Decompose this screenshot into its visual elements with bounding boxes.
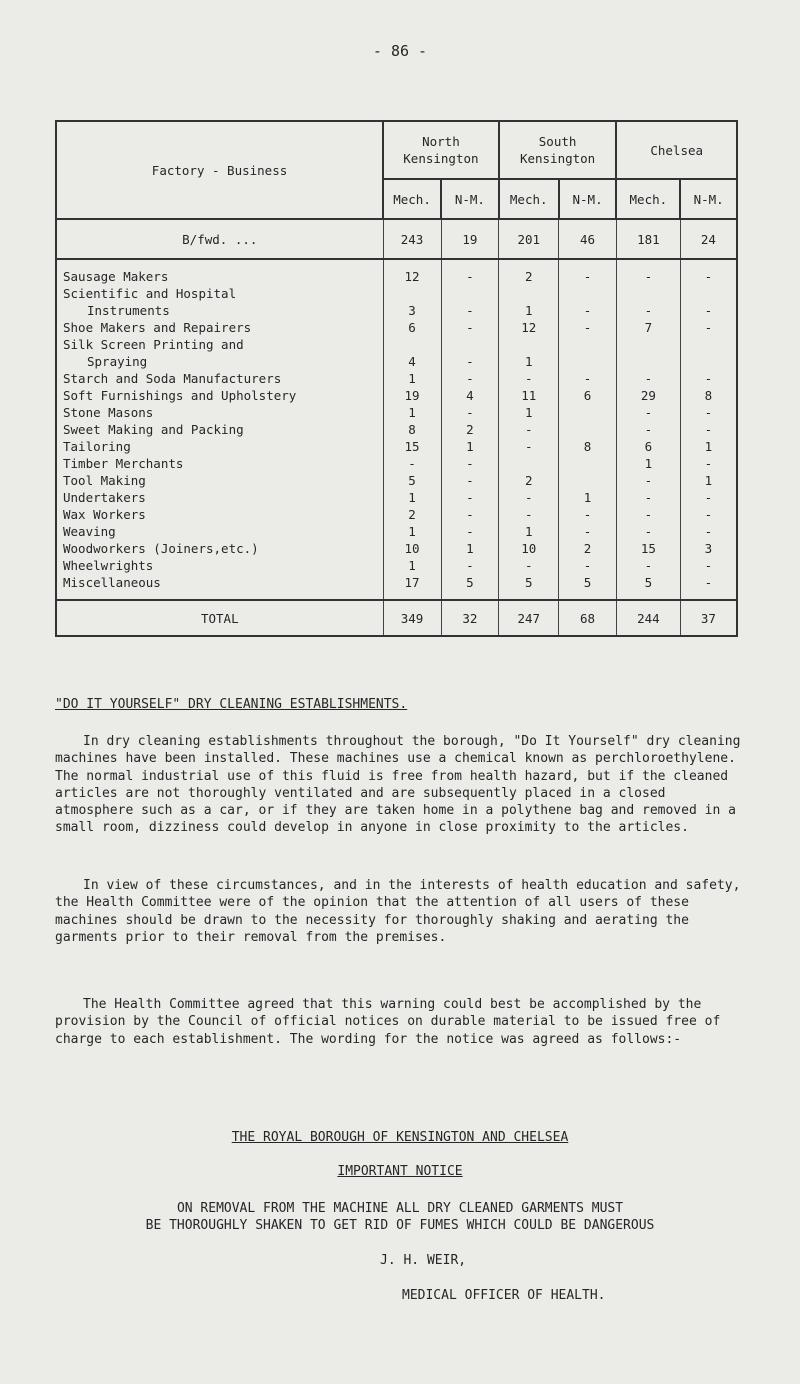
cell: 1: [499, 404, 559, 421]
row-label: Wax Workers: [56, 506, 383, 523]
cell: 1: [383, 404, 441, 421]
row-label: Undertakers: [56, 489, 383, 506]
cell: 17: [383, 574, 441, 591]
row-label: Silk Screen Printing and: [56, 336, 383, 353]
cell: -: [680, 523, 737, 540]
cell: 1: [383, 523, 441, 540]
cell: 8: [383, 421, 441, 438]
row-label: Timber Merchants: [56, 455, 383, 472]
cell: -: [680, 268, 737, 285]
row-label: B/fwd. ...: [56, 219, 383, 259]
cell: -: [680, 319, 737, 336]
spacer-row: [56, 591, 737, 600]
chelsea-header: [616, 121, 737, 179]
cell: -: [441, 353, 499, 370]
cell: [559, 336, 617, 353]
cell: -: [441, 489, 499, 506]
sub-header-mech: Mech.: [499, 179, 559, 219]
cell: 10: [383, 540, 441, 557]
cell: -: [680, 574, 737, 591]
cell: 181: [616, 219, 680, 259]
cell: 10: [499, 540, 559, 557]
table-row: [56, 489, 737, 506]
cell: [499, 455, 559, 472]
row-label: Miscellaneous: [56, 574, 383, 591]
cell: -: [680, 421, 737, 438]
cell: 2: [383, 506, 441, 523]
cell: [383, 336, 441, 353]
cell: 1: [499, 302, 559, 319]
cell: 11: [499, 387, 559, 404]
cell: [559, 421, 617, 438]
north-kensington-header: [383, 121, 499, 179]
cell: 1: [499, 523, 559, 540]
cell: 5: [441, 574, 499, 591]
row-label: Woodworkers (Joiners,etc.): [56, 540, 383, 557]
cell: -: [559, 302, 617, 319]
cell: 37: [680, 600, 737, 636]
sub-header-nm: N-M.: [441, 179, 499, 219]
cell: [616, 285, 680, 302]
cell: 2: [499, 268, 559, 285]
cell: 4: [383, 353, 441, 370]
row-label: Tailoring: [56, 438, 383, 455]
total-label: TOTAL: [56, 600, 383, 636]
group-label: South Kensington: [519, 134, 596, 166]
cell: [559, 472, 617, 489]
notice-line-1: ON REMOVAL FROM THE MACHINE ALL DRY CLEANED GARMENTS MUST: [176, 1201, 624, 1216]
cell: [680, 336, 737, 353]
cell: -: [616, 268, 680, 285]
cell: 19: [441, 219, 499, 259]
cell: 1: [383, 557, 441, 574]
spacer-row: [56, 259, 737, 268]
cell: -: [499, 506, 559, 523]
cell: [441, 285, 499, 302]
cell: -: [441, 319, 499, 336]
cell: -: [499, 557, 559, 574]
sub-header-nm: N-M.: [559, 179, 617, 219]
cell: -: [616, 506, 680, 523]
table-row: [56, 472, 737, 489]
cell: 349: [383, 600, 441, 636]
cell: -: [559, 506, 617, 523]
cell: 6: [383, 319, 441, 336]
cell: -: [499, 438, 559, 455]
cell: 243: [383, 219, 441, 259]
cell: -: [616, 370, 680, 387]
table-row: [56, 438, 737, 455]
cell: 8: [559, 438, 617, 455]
cell: -: [616, 489, 680, 506]
cell: 1: [383, 489, 441, 506]
cell: -: [441, 523, 499, 540]
brought-forward-row: [56, 219, 737, 259]
cell: -: [441, 557, 499, 574]
cell: 1: [441, 438, 499, 455]
cell: 1: [383, 370, 441, 387]
table-row: [56, 421, 737, 438]
cell: -: [559, 319, 617, 336]
cell: 24: [680, 219, 737, 259]
sub-header-mech: Mech.: [383, 179, 441, 219]
row-label: Shoe Makers and Repairers: [56, 319, 383, 336]
table-row: [56, 404, 737, 421]
table-row: [56, 506, 737, 523]
cell: 247: [499, 600, 559, 636]
cell: -: [616, 302, 680, 319]
cell: -: [441, 472, 499, 489]
cell: 5: [499, 574, 559, 591]
cell: -: [680, 455, 737, 472]
cell: 1: [616, 455, 680, 472]
cell: 5: [559, 574, 617, 591]
cell: -: [616, 472, 680, 489]
cell: 6: [616, 438, 680, 455]
cell: [499, 336, 559, 353]
cell: 32: [441, 600, 499, 636]
notice-line-2: BE THOROUGHLY SHAKEN TO GET RID OF FUMES WHICH COULD BE DANGEROUS: [145, 1218, 655, 1233]
cell: 19: [383, 387, 441, 404]
total-row: [56, 600, 737, 636]
south-kensington-header: [499, 121, 617, 179]
row-label: Soft Furnishings and Upholstery: [56, 387, 383, 404]
row-label: Tool Making: [56, 472, 383, 489]
factory-business-table: [55, 120, 738, 637]
cell: [559, 353, 617, 370]
sub-header-mech: Mech.: [616, 179, 680, 219]
cell: -: [616, 421, 680, 438]
table-row: [56, 319, 737, 336]
group-label: North Kensington: [403, 134, 479, 166]
sub-header-nm: N-M.: [680, 179, 737, 219]
cell: -: [441, 302, 499, 319]
table-row: [56, 336, 737, 353]
cell: -: [499, 489, 559, 506]
row-label: Scientific and Hospital: [56, 285, 383, 302]
cell: 15: [383, 438, 441, 455]
cell: 5: [383, 472, 441, 489]
cell: [616, 353, 680, 370]
cell: -: [680, 557, 737, 574]
table-row: [56, 455, 737, 472]
cell: -: [680, 489, 737, 506]
cell: [680, 285, 737, 302]
cell: -: [559, 557, 617, 574]
group-label: Chelsea: [650, 142, 704, 158]
table-row: [56, 285, 737, 302]
cell: 15: [616, 540, 680, 557]
cell: [499, 285, 559, 302]
cell: 6: [559, 387, 617, 404]
cell: [559, 404, 617, 421]
table-row: [56, 302, 737, 319]
row-label: Spraying: [56, 353, 383, 370]
signatory-title: MEDICAL OFFICER OF HEALTH.: [402, 1288, 606, 1303]
cell: -: [499, 370, 559, 387]
cell: 201: [499, 219, 559, 259]
cell: [680, 353, 737, 370]
row-label: Starch and Soda Manufacturers: [56, 370, 383, 387]
cell: 3: [383, 302, 441, 319]
table-row: [56, 370, 737, 387]
cell: -: [441, 370, 499, 387]
cell: 1: [441, 540, 499, 557]
cell: 8: [680, 387, 737, 404]
cell: 1: [499, 353, 559, 370]
cell: 1: [680, 472, 737, 489]
cell: 5: [616, 574, 680, 591]
row-label: Sausage Makers: [56, 268, 383, 285]
cell: -: [616, 404, 680, 421]
cell: 29: [616, 387, 680, 404]
row-label: Sweet Making and Packing: [56, 421, 383, 438]
cell: -: [680, 370, 737, 387]
section-heading: "DO IT YOURSELF" DRY CLEANING ESTABLISHMENTS.: [55, 697, 408, 712]
signatory-name: J. H. WEIR,: [380, 1253, 467, 1268]
page-number: - 86 -: [372, 42, 428, 60]
cell: -: [383, 455, 441, 472]
cell: -: [680, 506, 737, 523]
factory-business-header: Factory - Business: [56, 121, 383, 219]
cell: -: [559, 523, 617, 540]
cell: -: [441, 506, 499, 523]
cell: 4: [441, 387, 499, 404]
table-row: [56, 387, 737, 404]
notice-subtitle: IMPORTANT NOTICE: [337, 1164, 463, 1179]
cell: [383, 285, 441, 302]
paragraph: In view of these circumstances, and in the interests of health education and safety, the Health Committee were of the opinion that the attention of all users of these machines should be drawn to the necessity for thoroughly shaking and aerating the garments prior to their removal from the premises.: [55, 878, 741, 945]
cell: 1: [559, 489, 617, 506]
paragraph: The Health Committee agreed that this warning could best be accomplished by the provision by the Council of official notices on durable material to be issued free of charge to each establishment. The wording for the notice was agreed as follows:-: [55, 997, 721, 1047]
cell: [441, 336, 499, 353]
cell: 2: [559, 540, 617, 557]
cell: -: [441, 404, 499, 421]
cell: 12: [499, 319, 559, 336]
paragraph-2-block: [55, 877, 745, 946]
row-label: Weaving: [56, 523, 383, 540]
cell: 68: [559, 600, 617, 636]
cell: -: [559, 268, 617, 285]
notice-title: THE ROYAL BOROUGH OF KENSINGTON AND CHELSEA: [231, 1130, 569, 1145]
table-row: [56, 540, 737, 557]
cell: -: [616, 557, 680, 574]
table-row: [56, 574, 737, 591]
cell: -: [441, 455, 499, 472]
table-row: [56, 353, 737, 370]
cell: -: [616, 523, 680, 540]
cell: 1: [680, 438, 737, 455]
paragraph: In dry cleaning establishments throughout the borough, "Do It Yourself" dry cleaning machines have been installed. These machines use a chemical known as perchloroethylene. The normal industrial use of this fluid is free from health hazard, but if the cleaned articles are not thoroughly ventilated and are subsequently placed in a closed atmosphere such as a car, or if they are taken home in a polythene bag and removed in a small room, dizziness could develop in anyone in close proximity to the articles.: [55, 734, 741, 836]
cell: 2: [499, 472, 559, 489]
cell: [559, 455, 617, 472]
paragraph-1-block: [55, 733, 745, 837]
row-label: Instruments: [56, 302, 383, 319]
cell: -: [441, 268, 499, 285]
cell: [616, 336, 680, 353]
cell: -: [559, 370, 617, 387]
cell: -: [680, 302, 737, 319]
table-row: [56, 557, 737, 574]
paragraph-3-block: [55, 996, 745, 1048]
row-label: Wheelwrights: [56, 557, 383, 574]
cell: 12: [383, 268, 441, 285]
cell: [559, 285, 617, 302]
cell: 244: [616, 600, 680, 636]
row-label: Stone Masons: [56, 404, 383, 421]
table-row: [56, 523, 737, 540]
cell: 46: [559, 219, 617, 259]
cell: 2: [441, 421, 499, 438]
cell: -: [680, 404, 737, 421]
cell: 3: [680, 540, 737, 557]
cell: -: [499, 421, 559, 438]
table-row: [56, 268, 737, 285]
cell: 7: [616, 319, 680, 336]
